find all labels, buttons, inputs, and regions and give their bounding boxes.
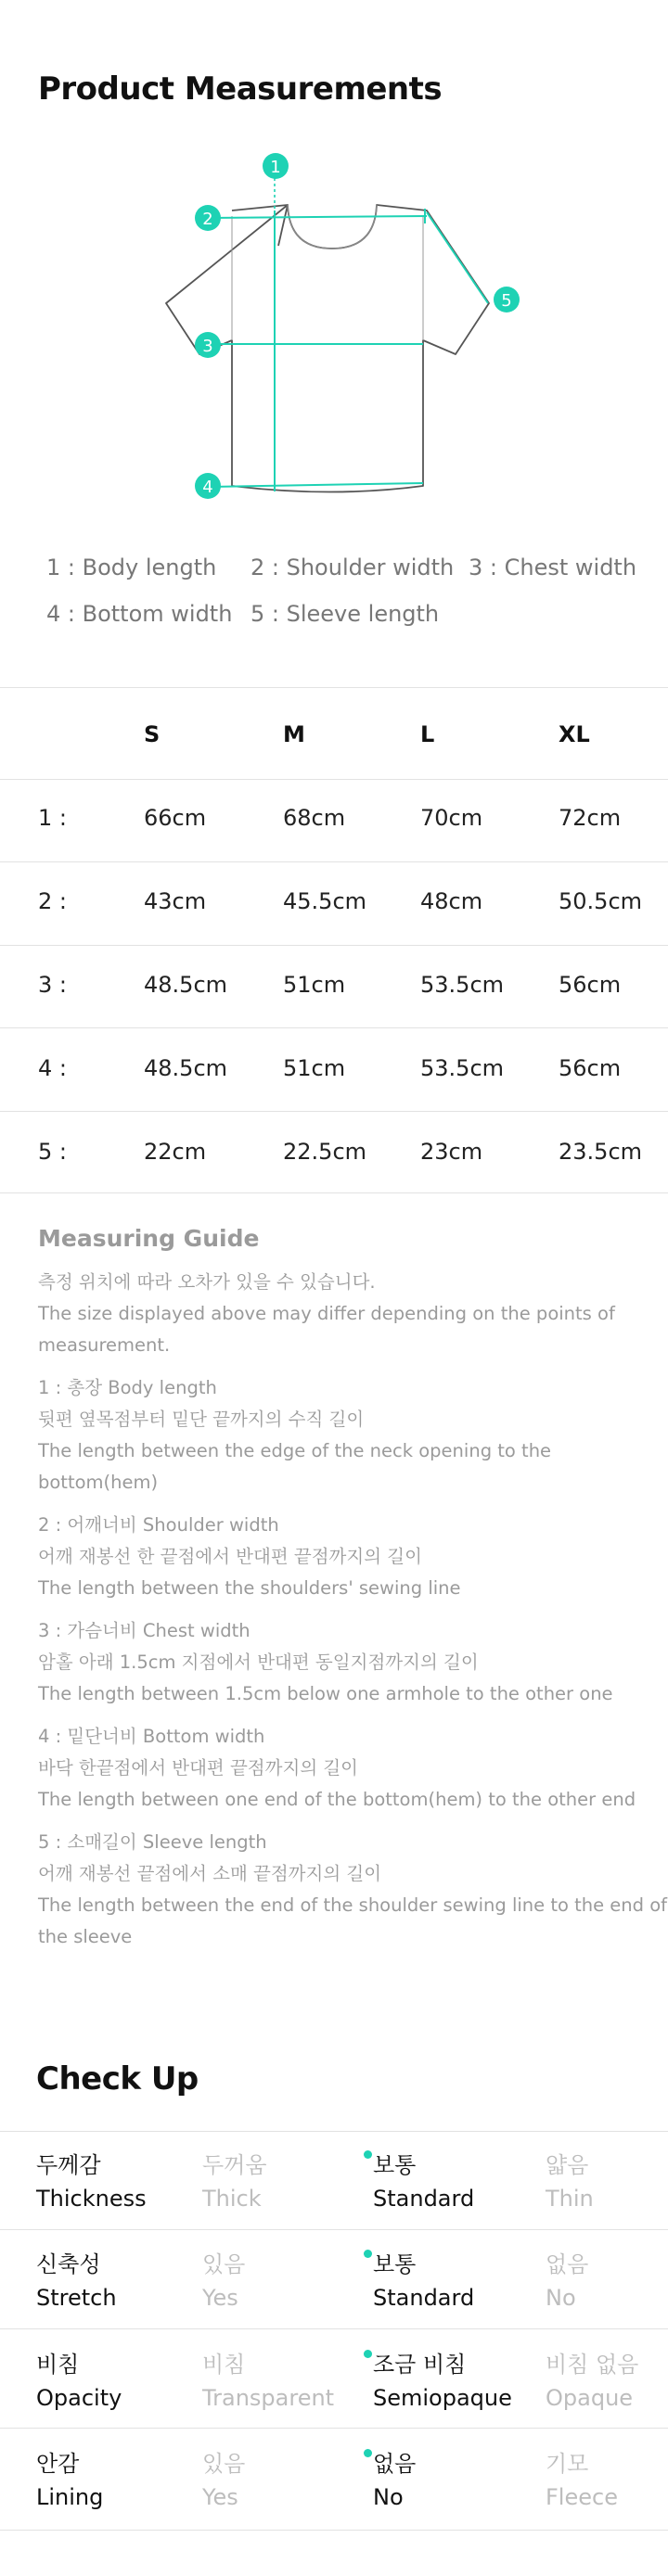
checkup-option xyxy=(202,2348,334,2415)
checkup-option xyxy=(202,2149,267,2215)
option-en: Thick xyxy=(202,2186,262,2212)
option-ko: 비침 없음 xyxy=(546,2352,639,2378)
option-ko: 비침 xyxy=(202,2352,246,2378)
tshirt-measurement-diagram xyxy=(148,144,520,505)
option-en: Opaque xyxy=(546,2385,634,2411)
table-cell: 48cm xyxy=(420,888,483,914)
guide-text: 어깨 재봉선 한 끝점에서 반대편 끝점까지의 길이 xyxy=(38,1546,422,1567)
guide-text: 3 : 가슴너비 Chest width xyxy=(38,1620,250,1641)
guide-text: 바닥 한끝점에서 반대편 끝점까지의 길이 xyxy=(38,1757,359,1779)
table-cell: 48.5cm xyxy=(144,972,228,998)
row-label: 2 : xyxy=(38,888,67,914)
guide-text: 뒷편 옆목점부터 밑단 끝까지의 수직 길이 xyxy=(38,1409,365,1430)
legend-bottom-width: 4 : Bottom width xyxy=(46,601,233,627)
checkup-option xyxy=(202,2447,245,2514)
guide-text: bottom(hem) xyxy=(38,1472,159,1493)
guide-text: 4 : 밑단너비 Bottom width xyxy=(38,1726,265,1747)
label-en: Thickness xyxy=(36,2186,147,2212)
checkup-divider xyxy=(0,2428,668,2429)
checkup-option xyxy=(546,2149,594,2215)
header-size-m: M xyxy=(283,721,305,747)
option-ko: 없음 xyxy=(373,2451,417,2477)
guide-text: The size displayed above may differ depending on the points of xyxy=(38,1303,615,1324)
guide-text: The length between one end of the bottom(hem) to the other end xyxy=(38,1789,636,1810)
label-ko: 두께감 xyxy=(36,2152,101,2178)
label-ko: 안감 xyxy=(36,2451,80,2477)
checkup-label xyxy=(36,2447,103,2514)
table-divider xyxy=(0,1111,668,1112)
selected-dot-icon xyxy=(364,2449,372,2457)
table-cell: 56cm xyxy=(559,972,622,998)
guide-text: 5 : 소매길이 Sleeve length xyxy=(38,1831,267,1853)
option-en: No xyxy=(546,2285,576,2311)
legend-sleeve-length: 5 : Sleeve length xyxy=(250,601,440,627)
checkup-option-selected xyxy=(373,2447,416,2514)
option-ko: 없음 xyxy=(546,2251,589,2277)
option-en: Standard xyxy=(373,2285,475,2311)
table-cell: 23cm xyxy=(420,1139,483,1165)
table-divider xyxy=(0,945,668,946)
table-cell: 72cm xyxy=(559,805,622,831)
table-cell: 50.5cm xyxy=(559,888,643,914)
row-label: 5 : xyxy=(38,1139,67,1165)
legend-body-length: 1 : Body length xyxy=(46,555,217,580)
legend-shoulder-width: 2 : Shoulder width xyxy=(250,555,455,580)
table-cell: 53.5cm xyxy=(420,972,505,998)
header-size-xl: XL xyxy=(559,721,590,747)
option-en: Yes xyxy=(202,2484,238,2510)
checkup-option xyxy=(546,2447,618,2514)
guide-text: The length between the edge of the neck opening to the xyxy=(38,1440,552,1461)
legend-chest-width: 3 : Chest width xyxy=(469,555,637,580)
svg-text:5: 5 xyxy=(501,291,512,311)
table-divider xyxy=(0,1192,668,1193)
guide-title: Measuring Guide xyxy=(38,1225,260,1252)
selected-dot-icon xyxy=(364,2350,372,2358)
svg-text:4: 4 xyxy=(202,478,213,497)
guide-text: 어깨 재봉선 끝점에서 소매 끝점까지의 길이 xyxy=(38,1863,382,1884)
table-cell: 22.5cm xyxy=(283,1139,367,1165)
checkup-divider xyxy=(0,2530,668,2531)
label-en: Stretch xyxy=(36,2285,117,2311)
table-cell: 48.5cm xyxy=(144,1055,228,1081)
guide-text: The length between the end of the shoulder sewing line to the end of xyxy=(38,1894,668,1916)
table-cell: 66cm xyxy=(144,805,207,831)
table-cell: 43cm xyxy=(144,888,207,914)
table-divider xyxy=(0,779,668,780)
guide-text: the sleeve xyxy=(38,1926,133,1947)
guide-text: The length between 1.5cm below one armhole to the other one xyxy=(38,1683,613,1704)
marker-2 xyxy=(195,205,221,231)
checkup-divider xyxy=(0,2229,668,2230)
table-divider xyxy=(0,861,668,862)
table-cell: 23.5cm xyxy=(559,1139,643,1165)
table-cell: 45.5cm xyxy=(283,888,367,914)
checkup-option xyxy=(546,2348,638,2415)
table-cell: 53.5cm xyxy=(420,1055,505,1081)
guide-text: 측정 위치에 따라 오차가 있을 수 있습니다. xyxy=(38,1271,376,1293)
checkup-option-selected xyxy=(373,2348,512,2415)
row-label: 1 : xyxy=(38,805,67,831)
option-ko: 보통 xyxy=(373,2251,417,2277)
table-cell: 51cm xyxy=(283,1055,346,1081)
guide-text: 2 : 어깨너비 Shoulder width xyxy=(38,1514,279,1536)
measurements-title: Product Measurements xyxy=(38,70,443,108)
option-en: Yes xyxy=(202,2285,238,2311)
marker-1 xyxy=(263,153,289,179)
option-ko: 조금 비침 xyxy=(373,2352,467,2378)
option-en: Transparent xyxy=(202,2385,335,2411)
guide-text: measurement. xyxy=(38,1334,171,1356)
svg-text:1: 1 xyxy=(270,158,281,177)
row-label: 3 : xyxy=(38,972,67,998)
option-en: Fleece xyxy=(546,2484,618,2510)
selected-dot-icon xyxy=(364,2250,372,2258)
checkup-option xyxy=(546,2248,588,2315)
table-divider xyxy=(0,1027,668,1028)
svg-text:3: 3 xyxy=(202,337,213,356)
guide-text: The length between the shoulders' sewing line xyxy=(38,1577,461,1599)
option-en: Thin xyxy=(546,2186,594,2212)
checkup-title: Check Up xyxy=(36,2060,199,2098)
table-divider xyxy=(0,687,668,688)
checkup-label xyxy=(36,2149,147,2215)
table-cell: 22cm xyxy=(144,1139,207,1165)
option-ko: 얇음 xyxy=(546,2152,589,2178)
selected-dot-icon xyxy=(364,2150,372,2159)
checkup-option xyxy=(202,2248,245,2315)
option-ko: 있음 xyxy=(202,2451,246,2477)
checkup-option-selected xyxy=(373,2149,474,2215)
marker-3 xyxy=(195,332,221,358)
guide-text: 1 : 총장 Body length xyxy=(38,1377,217,1398)
label-en: Opacity xyxy=(36,2385,122,2411)
label-ko: 신축성 xyxy=(36,2251,101,2277)
option-ko: 보통 xyxy=(373,2152,417,2178)
table-cell: 51cm xyxy=(283,972,346,998)
checkup-option-selected xyxy=(373,2248,474,2315)
option-en: Semiopaque xyxy=(373,2385,512,2411)
marker-5 xyxy=(494,287,520,312)
checkup-divider xyxy=(0,2131,668,2132)
header-size-l: L xyxy=(420,721,435,747)
option-en: No xyxy=(373,2484,404,2510)
table-cell: 56cm xyxy=(559,1055,622,1081)
option-en: Standard xyxy=(373,2186,475,2212)
marker-4 xyxy=(195,473,221,499)
label-ko: 비침 xyxy=(36,2352,80,2378)
table-cell: 68cm xyxy=(283,805,346,831)
guide-text: 암홀 아래 1.5cm 지점에서 반대편 동일지점까지의 길이 xyxy=(38,1651,479,1673)
checkup-divider xyxy=(0,2328,668,2329)
svg-text:2: 2 xyxy=(202,210,213,229)
option-ko: 기모 xyxy=(546,2451,589,2477)
table-cell: 70cm xyxy=(420,805,483,831)
option-ko: 있음 xyxy=(202,2251,246,2277)
checkup-label xyxy=(36,2348,122,2415)
checkup-label xyxy=(36,2248,117,2315)
header-size-s: S xyxy=(144,721,161,747)
label-en: Lining xyxy=(36,2484,104,2510)
option-ko: 두꺼움 xyxy=(202,2152,267,2178)
row-label: 4 : xyxy=(38,1055,67,1081)
